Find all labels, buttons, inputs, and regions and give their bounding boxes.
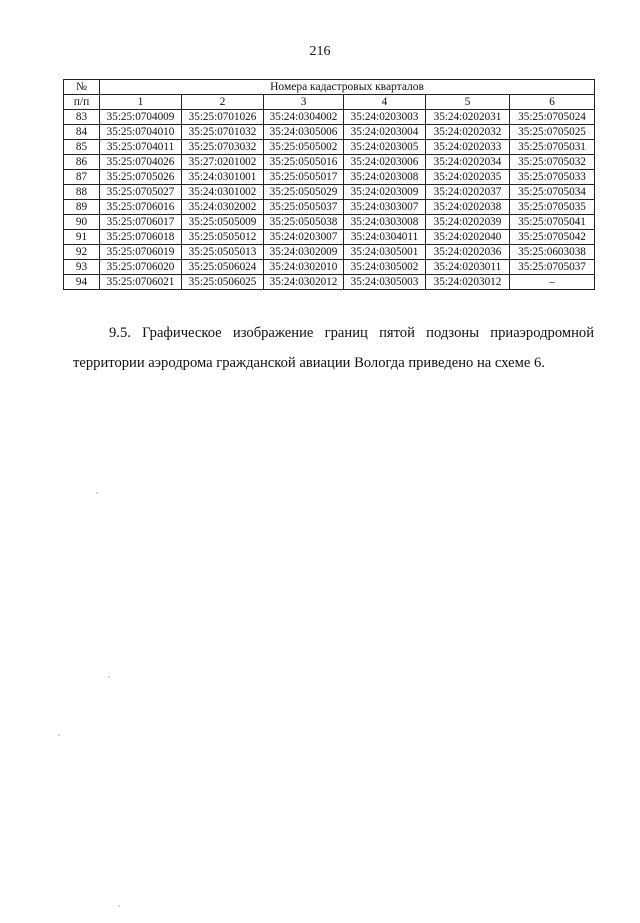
cadastral-number-cell: 35:25:0505009 (182, 215, 264, 230)
cadastral-number-cell: 35:24:0302010 (264, 260, 344, 275)
cadastral-number-cell: 35:24:0202031 (426, 110, 510, 125)
cadastral-number-cell: 35:25:0705031 (510, 140, 595, 155)
cadastral-number-cell: 35:25:0505012 (182, 230, 264, 245)
scan-speck (118, 905, 120, 907)
table-row (64, 170, 595, 185)
row-number-cell: 86 (64, 155, 100, 170)
cadastral-number-cell: 35:25:0705041 (510, 215, 595, 230)
row-number-cell: 93 (64, 260, 100, 275)
cadastral-number-cell: 35:25:0505038 (264, 215, 344, 230)
cadastral-number-cell: 35:25:0706016 (100, 200, 182, 215)
column-number-6: 6 (510, 95, 595, 110)
table-row (64, 140, 595, 155)
cadastral-number-cell: 35:25:0706021 (100, 275, 182, 290)
table-row (64, 275, 595, 290)
cadastral-quarters-table (63, 79, 595, 290)
table-row (64, 110, 595, 125)
cadastral-number-cell: 35:25:0706019 (100, 245, 182, 260)
cadastral-number-cell: 35:25:0705032 (510, 155, 595, 170)
column-number-5: 5 (426, 95, 510, 110)
cadastral-number-cell: 35:25:0706018 (100, 230, 182, 245)
column-number-4: 4 (344, 95, 426, 110)
cadastral-number-cell: 35:25:0705026 (100, 170, 182, 185)
cadastral-number-cell: 35:25:0705035 (510, 200, 595, 215)
cadastral-number-cell: 35:24:0302002 (182, 200, 264, 215)
table-row (64, 230, 595, 245)
cadastral-number-cell: 35:24:0202032 (426, 125, 510, 140)
table-row (64, 200, 595, 215)
cadastral-number-cell: 35:25:0704026 (100, 155, 182, 170)
row-number-cell: 85 (64, 140, 100, 155)
scan-speck (96, 492, 98, 494)
cadastral-number-cell: 35:24:0202035 (426, 170, 510, 185)
cadastral-number-cell: 35:24:0203004 (344, 125, 426, 140)
table-row (64, 260, 595, 275)
cadastral-number-cell: 35:24:0305003 (344, 275, 426, 290)
cadastral-number-cell: 35:24:0203006 (344, 155, 426, 170)
cadastral-number-cell: 35:24:0203008 (344, 170, 426, 185)
column-number-3: 3 (264, 95, 344, 110)
cadastral-number-cell: 35:24:0304011 (344, 230, 426, 245)
cadastral-number-cell: 35:25:0706020 (100, 260, 182, 275)
cadastral-number-cell: 35:25:0705034 (510, 185, 595, 200)
row-number-cell: 88 (64, 185, 100, 200)
cadastral-number-cell: 35:24:0301002 (182, 185, 264, 200)
num-subheader: п/п (64, 95, 100, 110)
row-number-cell: 92 (64, 245, 100, 260)
row-number-cell: 90 (64, 215, 100, 230)
table-row (64, 245, 595, 260)
cadastral-number-cell: 35:27:0201002 (182, 155, 264, 170)
cadastral-number-cell: 35:24:0305002 (344, 260, 426, 275)
cadastral-number-cell: 35:25:0505013 (182, 245, 264, 260)
cadastral-number-cell: 35:25:0705024 (510, 110, 595, 125)
table-subheader-row (64, 95, 595, 110)
table-body (64, 110, 595, 290)
cadastral-number-cell: 35:25:0705042 (510, 230, 595, 245)
cadastral-number-cell: 35:24:0303008 (344, 215, 426, 230)
cadastral-number-cell: 35:24:0302009 (264, 245, 344, 260)
table-row (64, 125, 595, 140)
row-number-cell: 91 (64, 230, 100, 245)
cadastral-number-cell: 35:25:0706017 (100, 215, 182, 230)
cadastral-number-cell: 35:24:0203011 (426, 260, 510, 275)
cadastral-number-cell: 35:25:0705033 (510, 170, 595, 185)
cadastral-number-cell: 35:24:0202039 (426, 215, 510, 230)
scan-speck (108, 676, 110, 678)
cadastral-number-cell: 35:24:0202038 (426, 200, 510, 215)
row-number-cell: 84 (64, 125, 100, 140)
cadastral-number-cell: 35:25:0506025 (182, 275, 264, 290)
cadastral-number-cell: 35:24:0202033 (426, 140, 510, 155)
cadastral-number-cell: 35:24:0202034 (426, 155, 510, 170)
cadastral-number-cell: 35:25:0505016 (264, 155, 344, 170)
column-number-2: 2 (182, 95, 264, 110)
table-header-row (64, 80, 595, 95)
cadastral-number-cell: 35:25:0705037 (510, 260, 595, 275)
cadastral-number-cell: 35:25:0705027 (100, 185, 182, 200)
cadastral-number-cell: 35:24:0203007 (264, 230, 344, 245)
section-paragraph: 9.5. Графическое изображение границ пятой подзоны приаэродромной территории аэродрома гражданской авиации Вологда приведено на схеме 6. (73, 325, 594, 371)
cadastral-number-cell: 35:25:0704010 (100, 125, 182, 140)
cadastral-number-cell: 35:24:0303007 (344, 200, 426, 215)
row-number-cell: 87 (64, 170, 100, 185)
cadastral-number-cell: 35:25:0701026 (182, 110, 264, 125)
num-header: № (64, 80, 100, 95)
row-number-cell: 83 (64, 110, 100, 125)
row-number-cell: 94 (64, 275, 100, 290)
cadastral-number-cell: – (510, 275, 595, 290)
cadastral-number-cell: 35:24:0302012 (264, 275, 344, 290)
cadastral-number-cell: 35:25:0505002 (264, 140, 344, 155)
cadastral-number-cell: 35:24:0203012 (426, 275, 510, 290)
group-header: Номера кадастровых кварталов (100, 80, 595, 95)
cadastral-number-cell: 35:24:0304002 (264, 110, 344, 125)
scan-speck (58, 734, 60, 736)
table-row (64, 155, 595, 170)
table-row (64, 185, 595, 200)
row-number-cell: 89 (64, 200, 100, 215)
cadastral-number-cell: 35:24:0202036 (426, 245, 510, 260)
page-number: 216 (309, 44, 331, 59)
table-row (64, 215, 595, 230)
cadastral-number-cell: 35:24:0305001 (344, 245, 426, 260)
column-number-1: 1 (100, 95, 182, 110)
cadastral-number-cell: 35:24:0203009 (344, 185, 426, 200)
cadastral-number-cell: 35:24:0203003 (344, 110, 426, 125)
cadastral-number-cell: 35:25:0701032 (182, 125, 264, 140)
cadastral-number-cell: 35:25:0506024 (182, 260, 264, 275)
cadastral-number-cell: 35:24:0202037 (426, 185, 510, 200)
cadastral-number-cell: 35:24:0203005 (344, 140, 426, 155)
cadastral-number-cell: 35:25:0704011 (100, 140, 182, 155)
cadastral-number-cell: 35:25:0505017 (264, 170, 344, 185)
cadastral-number-cell: 35:24:0301001 (182, 170, 264, 185)
cadastral-number-cell: 35:25:0505037 (264, 200, 344, 215)
cadastral-number-cell: 35:25:0703032 (182, 140, 264, 155)
cadastral-number-cell: 35:24:0202040 (426, 230, 510, 245)
cadastral-number-cell: 35:25:0505029 (264, 185, 344, 200)
cadastral-number-cell: 35:25:0704009 (100, 110, 182, 125)
cadastral-number-cell: 35:25:0705025 (510, 125, 595, 140)
cadastral-number-cell: 35:25:0603038 (510, 245, 595, 260)
cadastral-number-cell: 35:24:0305006 (264, 125, 344, 140)
